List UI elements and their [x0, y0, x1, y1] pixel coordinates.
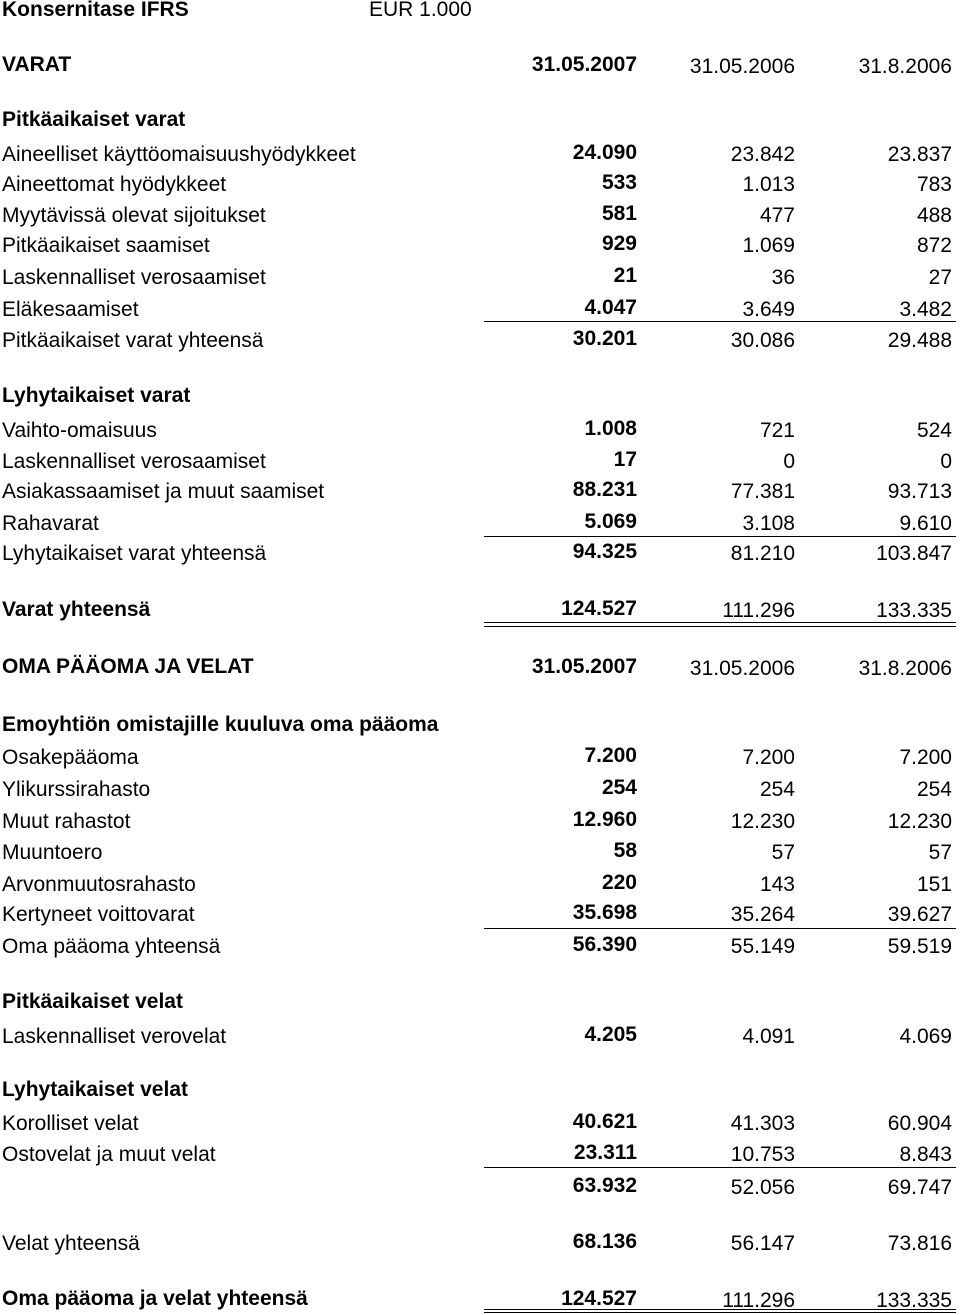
value-2007: 17 [613, 448, 637, 471]
value-2007: 94.325 [572, 540, 637, 563]
value-2006-05: 1.013 [742, 173, 795, 196]
column-date-2007: 31.05.2007 [531, 53, 637, 76]
value-2006-08: 3.482 [899, 298, 952, 321]
column-date-2006-05: 31.05.2006 [689, 657, 795, 680]
row-label: Oma pääoma ja velat yhteensä [2, 1287, 308, 1310]
row-label: Myytävissä olevat sijoitukset [2, 204, 266, 227]
value-2006-08: 488 [916, 204, 952, 227]
column-date-2006-08: 31.8.2006 [858, 657, 952, 680]
value-2006-08: 73.816 [887, 1232, 952, 1255]
value-2006-05: 3.649 [742, 298, 795, 321]
value-2006-05: 111.296 [722, 1289, 795, 1312]
value-2007: 581 [601, 202, 637, 225]
row-label: Laskennalliset verosaamiset [2, 450, 266, 473]
value-2006-08: 12.230 [887, 810, 952, 833]
value-2006-08: 7.200 [899, 746, 952, 769]
value-2006-08: 0 [940, 450, 952, 473]
value-2007: 124.527 [561, 1287, 637, 1310]
value-2006-05: 52.056 [730, 1176, 795, 1199]
row-label: Osakepääoma [2, 746, 139, 769]
row-label: Vaihto-omaisuus [2, 419, 157, 442]
value-2006-05: 477 [759, 204, 795, 227]
double-rule-top [484, 622, 956, 623]
value-2006-08: 23.837 [887, 143, 952, 166]
value-2006-08: 524 [916, 419, 952, 442]
row-label: Muut rahastot [2, 810, 131, 833]
value-2007: 4.205 [584, 1023, 637, 1046]
value-2007: 929 [601, 232, 637, 255]
subtotal-rule [484, 928, 956, 929]
value-2006-05: 254 [759, 778, 795, 801]
value-2006-08: 133.335 [876, 1289, 952, 1312]
value-2007: 220 [601, 871, 637, 894]
value-2006-05: 81.210 [730, 542, 795, 565]
value-2007: 5.069 [584, 510, 637, 533]
value-2006-05: 1.069 [742, 234, 795, 257]
row-label: Eläkesaamiset [2, 298, 139, 321]
row-label: Rahavarat [2, 512, 99, 535]
row-label: Laskennalliset verosaamiset [2, 266, 266, 289]
double-rule-top [484, 1309, 956, 1310]
value-2006-05: 36 [771, 266, 795, 289]
subtotal-rule [484, 321, 956, 322]
row-label: Oma pääoma yhteensä [2, 935, 221, 958]
row-label: Pitkäaikaiset varat yhteensä [2, 329, 264, 352]
value-2007: 35.698 [572, 901, 637, 924]
column-date-2007: 31.05.2007 [531, 655, 637, 678]
current-liabilities-heading: Lyhytaikaiset velat [2, 1078, 188, 1101]
value-2006-05: 10.753 [730, 1143, 795, 1166]
row-label: Velat yhteensä [2, 1232, 140, 1255]
equity-heading: Emoyhtiön omistajille kuuluva oma pääoma [2, 713, 439, 736]
value-2006-05: 12.230 [730, 810, 795, 833]
value-2006-05: 143 [759, 873, 795, 896]
noncurrent-liabilities-heading: Pitkäaikaiset velat [2, 990, 183, 1013]
value-2007: 23.311 [573, 1141, 637, 1164]
row-label: Asiakassaamiset ja muut saamiset [2, 480, 325, 503]
row-label: Aineettomat hyödykkeet [2, 173, 227, 196]
value-2007: 68.136 [572, 1230, 637, 1253]
equity-liabilities-heading: OMA PÄÄOMA JA VELAT [2, 655, 254, 678]
value-2006-08: 103.847 [876, 542, 952, 565]
value-2006-08: 783 [916, 173, 952, 196]
value-2006-08: 60.904 [887, 1112, 952, 1135]
value-2007: 40.621 [572, 1110, 637, 1133]
value-2007: 1.008 [584, 417, 637, 440]
column-date-2006-05: 31.05.2006 [689, 55, 795, 78]
value-2006-05: 7.200 [742, 746, 795, 769]
double-rule-bottom [484, 1312, 956, 1313]
value-2006-08: 57 [928, 841, 952, 864]
row-label: Laskennalliset verovelat [2, 1025, 227, 1048]
row-label: Varat yhteensä [2, 598, 151, 621]
value-2007: 24.090 [572, 141, 637, 164]
value-2006-05: 23.842 [730, 143, 795, 166]
value-2006-05: 30.086 [730, 329, 795, 352]
value-2006-08: 133.335 [876, 599, 952, 622]
value-2007: 88.231 [572, 478, 637, 501]
noncurrent-assets-heading: Pitkäaikaiset varat [2, 108, 186, 131]
value-2006-05: 77.381 [730, 480, 795, 503]
row-label: Ostovelat ja muut velat [2, 1143, 216, 1166]
value-2006-08: 39.627 [887, 903, 952, 926]
document-title: Konsernitase IFRS [2, 0, 189, 21]
row-label: Ylikurssirahasto [2, 778, 151, 801]
value-2007: 30.201 [572, 327, 637, 350]
value-2006-05: 55.149 [730, 935, 795, 958]
value-2007: 21 [613, 264, 637, 287]
value-2006-08: 59.519 [887, 935, 952, 958]
value-2006-05: 4.091 [742, 1025, 795, 1048]
value-2006-05: 3.108 [742, 512, 795, 535]
value-2007: 533 [601, 171, 637, 194]
value-2007: 4.047 [584, 296, 637, 319]
value-2006-08: 254 [916, 778, 952, 801]
currency-unit: EUR 1.000 [369, 0, 472, 21]
row-label: Kertyneet voittovarat [2, 903, 195, 926]
value-2006-08: 29.488 [887, 329, 952, 352]
value-2006-08: 8.843 [899, 1143, 952, 1166]
double-rule-bottom [484, 626, 956, 627]
row-label: Korolliset velat [2, 1112, 139, 1135]
value-2007: 58 [613, 839, 637, 862]
column-date-2006-08: 31.8.2006 [858, 55, 952, 78]
value-2006-08: 9.610 [899, 512, 952, 535]
value-2006-08: 151 [916, 873, 952, 896]
value-2006-05: 721 [759, 419, 795, 442]
value-2007: 56.390 [572, 933, 637, 956]
value-2007: 7.200 [584, 744, 637, 767]
value-2006-08: 27 [928, 266, 952, 289]
value-2006-05: 0 [783, 450, 795, 473]
row-label: Muuntoero [2, 841, 103, 864]
value-2006-05: 57 [771, 841, 795, 864]
value-2006-08: 93.713 [887, 480, 952, 503]
value-2006-05: 56.147 [730, 1232, 795, 1255]
value-2007: 12.960 [572, 808, 637, 831]
subtotal-rule [484, 536, 956, 537]
value-2006-05: 111.296 [722, 599, 795, 622]
value-2007: 63.932 [572, 1174, 637, 1197]
subtotal-rule [484, 1167, 956, 1168]
assets-heading: VARAT [2, 53, 72, 76]
row-label: Aineelliset käyttöomaisuushyödykkeet [2, 143, 356, 166]
row-label: Arvonmuutosrahasto [2, 873, 196, 896]
value-2006-08: 69.747 [887, 1176, 952, 1199]
value-2007: 124.527 [561, 597, 637, 620]
row-label: Lyhytaikaiset varat yhteensä [2, 542, 267, 565]
value-2006-05: 35.264 [730, 903, 795, 926]
value-2006-05: 41.303 [730, 1112, 795, 1135]
value-2006-08: 4.069 [899, 1025, 952, 1048]
value-2006-08: 872 [916, 234, 952, 257]
value-2007: 254 [601, 776, 637, 799]
row-label: Pitkäaikaiset saamiset [2, 234, 210, 257]
current-assets-heading: Lyhytaikaiset varat [2, 384, 191, 407]
